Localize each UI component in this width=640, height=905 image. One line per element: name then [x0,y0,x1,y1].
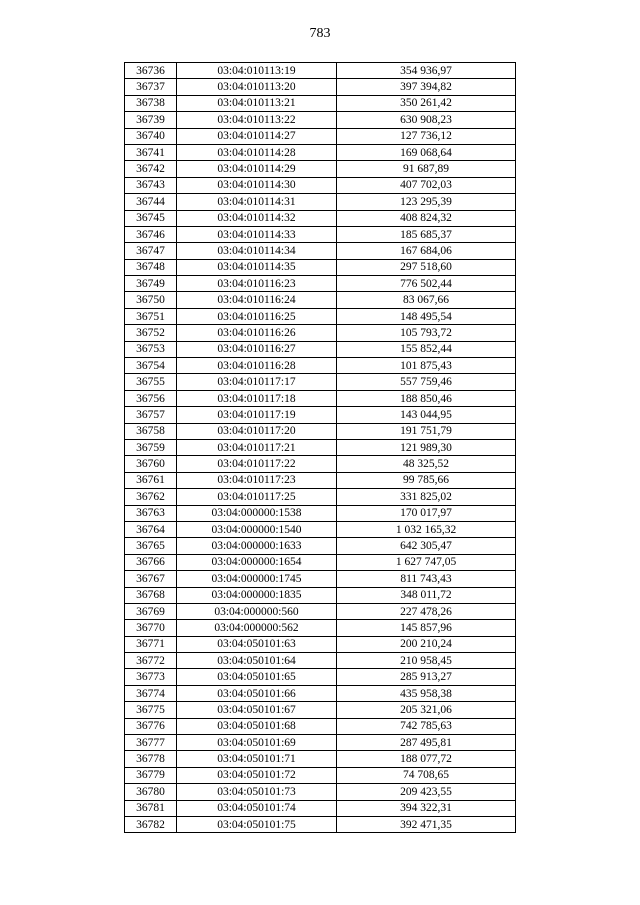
cadastral-number-cell: 03:04:010117:18 [177,390,337,406]
cadastral-number-cell: 03:04:010113:22 [177,112,337,128]
table-row [125,702,516,718]
table-row [125,341,516,357]
table-row [125,423,516,439]
cadastral-number-cell: 03:04:010114:33 [177,226,337,242]
value-cell: 185 685,37 [337,226,516,242]
row-number-cell: 36744 [125,194,177,210]
value-cell: 408 824,32 [337,210,516,226]
row-number-cell: 36747 [125,243,177,259]
value-cell: 285 913,27 [337,669,516,685]
value-cell: 101 875,43 [337,358,516,374]
table-row [125,112,516,128]
table-row [125,390,516,406]
cadastral-number-cell: 03:04:050101:66 [177,685,337,701]
cadastral-number-cell: 03:04:010113:20 [177,79,337,95]
row-number-cell: 36748 [125,259,177,275]
value-cell: 227 478,26 [337,603,516,619]
table-row [125,538,516,554]
value-cell: 331 825,02 [337,489,516,505]
table-row [125,521,516,537]
row-number-cell: 36754 [125,358,177,374]
cadastral-number-cell: 03:04:050101:64 [177,653,337,669]
row-number-cell: 36741 [125,144,177,160]
value-cell: 642 305,47 [337,538,516,554]
cadastral-number-cell: 03:04:010114:30 [177,177,337,193]
table-row [125,489,516,505]
cadastral-number-cell: 03:04:010117:17 [177,374,337,390]
value-cell: 170 017,97 [337,505,516,521]
row-number-cell: 36781 [125,800,177,816]
row-number-cell: 36746 [125,226,177,242]
table-row [125,816,516,832]
row-number-cell: 36751 [125,308,177,324]
value-cell: 99 785,66 [337,472,516,488]
row-number-cell: 36764 [125,521,177,537]
row-number-cell: 36777 [125,735,177,751]
cadastral-number-cell: 03:04:010114:28 [177,144,337,160]
cadastral-number-cell: 03:04:010114:31 [177,194,337,210]
cadastral-number-cell: 03:04:000000:1835 [177,587,337,603]
row-number-cell: 36772 [125,653,177,669]
table-row [125,603,516,619]
value-cell: 557 759,46 [337,374,516,390]
row-number-cell: 36736 [125,63,177,79]
cadastral-number-cell: 03:04:010116:25 [177,308,337,324]
table-row [125,177,516,193]
cadastral-number-cell: 03:04:010114:34 [177,243,337,259]
cadastral-number-cell: 03:04:010113:19 [177,63,337,79]
row-number-cell: 36749 [125,276,177,292]
value-cell: 48 325,52 [337,456,516,472]
table-row [125,128,516,144]
row-number-cell: 36739 [125,112,177,128]
table-row [125,554,516,570]
cadastral-number-cell: 03:04:050101:71 [177,751,337,767]
table-row [125,407,516,423]
value-cell: 287 495,81 [337,735,516,751]
row-number-cell: 36773 [125,669,177,685]
row-number-cell: 36758 [125,423,177,439]
value-cell: 167 684,06 [337,243,516,259]
row-number-cell: 36750 [125,292,177,308]
value-cell: 1 627 747,05 [337,554,516,570]
cadastral-number-cell: 03:04:010114:29 [177,161,337,177]
value-cell: 776 502,44 [337,276,516,292]
row-number-cell: 36767 [125,571,177,587]
table-row [125,587,516,603]
cadastral-number-cell: 03:04:050101:75 [177,816,337,832]
cadastral-number-cell: 03:04:000000:1654 [177,554,337,570]
row-number-cell: 36745 [125,210,177,226]
table-row [125,308,516,324]
cadastral-number-cell: 03:04:050101:68 [177,718,337,734]
cadastral-number-cell: 03:04:010116:26 [177,325,337,341]
cadastral-number-cell: 03:04:000000:560 [177,603,337,619]
cadastral-number-cell: 03:04:010116:28 [177,358,337,374]
table-row [125,161,516,177]
value-cell: 121 989,30 [337,439,516,455]
table-row [125,210,516,226]
table-row [125,472,516,488]
row-number-cell: 36780 [125,784,177,800]
row-number-cell: 36768 [125,587,177,603]
cadastral-number-cell: 03:04:010114:32 [177,210,337,226]
value-cell: 742 785,63 [337,718,516,734]
cadastral-number-cell: 03:04:010117:19 [177,407,337,423]
table-row [125,718,516,734]
value-cell: 105 793,72 [337,325,516,341]
table-row [125,456,516,472]
row-number-cell: 36775 [125,702,177,718]
value-cell: 350 261,42 [337,95,516,111]
cadastral-number-cell: 03:04:010114:27 [177,128,337,144]
value-cell: 91 687,89 [337,161,516,177]
row-number-cell: 36782 [125,816,177,832]
table-row [125,669,516,685]
table-row [125,685,516,701]
row-number-cell: 36779 [125,767,177,783]
cadastral-number-cell: 03:04:010117:22 [177,456,337,472]
row-number-cell: 36776 [125,718,177,734]
value-cell: 392 471,35 [337,816,516,832]
value-cell: 435 958,38 [337,685,516,701]
row-number-cell: 36763 [125,505,177,521]
cadastral-number-cell: 03:04:010113:21 [177,95,337,111]
table-row [125,439,516,455]
value-cell: 155 852,44 [337,341,516,357]
cadastral-number-cell: 03:04:050101:69 [177,735,337,751]
value-cell: 200 210,24 [337,636,516,652]
cadastral-number-cell: 03:04:010116:27 [177,341,337,357]
cadastral-number-cell: 03:04:050101:72 [177,767,337,783]
table-row [125,620,516,636]
cadastral-number-cell: 03:04:010117:25 [177,489,337,505]
row-number-cell: 36753 [125,341,177,357]
table-row [125,571,516,587]
table-row [125,95,516,111]
table-row [125,292,516,308]
value-cell: 348 011,72 [337,587,516,603]
value-cell: 354 936,97 [337,63,516,79]
cadastral-number-cell: 03:04:000000:562 [177,620,337,636]
row-number-cell: 36770 [125,620,177,636]
cadastral-number-cell: 03:04:010116:23 [177,276,337,292]
value-cell: 397 394,82 [337,79,516,95]
row-number-cell: 36742 [125,161,177,177]
cadastral-number-cell: 03:04:000000:1540 [177,521,337,537]
table-row [125,194,516,210]
value-cell: 145 857,96 [337,620,516,636]
row-number-cell: 36778 [125,751,177,767]
row-number-cell: 36740 [125,128,177,144]
table-row [125,505,516,521]
page-number: 783 [309,26,331,41]
cadastral-number-cell: 03:04:010117:20 [177,423,337,439]
row-number-cell: 36738 [125,95,177,111]
table-row [125,374,516,390]
cadastral-number-cell: 03:04:010116:24 [177,292,337,308]
value-cell: 169 068,64 [337,144,516,160]
table-row [125,751,516,767]
value-cell: 394 322,31 [337,800,516,816]
value-cell: 74 708,65 [337,767,516,783]
table-row [125,276,516,292]
cadastral-number-cell: 03:04:000000:1633 [177,538,337,554]
value-cell: 209 423,55 [337,784,516,800]
row-number-cell: 36743 [125,177,177,193]
table-row [125,243,516,259]
row-number-cell: 36752 [125,325,177,341]
row-number-cell: 36769 [125,603,177,619]
cadastral-number-cell: 03:04:050101:63 [177,636,337,652]
cadastral-number-cell: 03:04:000000:1538 [177,505,337,521]
row-number-cell: 36759 [125,439,177,455]
row-number-cell: 36757 [125,407,177,423]
value-cell: 127 736,12 [337,128,516,144]
table-row [125,226,516,242]
cadastral-number-cell: 03:04:050101:74 [177,800,337,816]
cadastral-number-cell: 03:04:050101:65 [177,669,337,685]
value-cell: 205 321,06 [337,702,516,718]
row-number-cell: 36765 [125,538,177,554]
value-cell: 811 743,43 [337,571,516,587]
table-body [125,63,516,833]
table-row [125,144,516,160]
value-cell: 143 044,95 [337,407,516,423]
table-row [125,636,516,652]
table-row [125,259,516,275]
table-row [125,79,516,95]
table-row [125,325,516,341]
value-cell: 630 908,23 [337,112,516,128]
table-row [125,767,516,783]
table-row [125,784,516,800]
value-cell: 210 958,45 [337,653,516,669]
value-cell: 123 295,39 [337,194,516,210]
table-row [125,735,516,751]
cadastral-value-table [124,62,516,833]
cadastral-number-cell: 03:04:050101:73 [177,784,337,800]
cadastral-number-cell: 03:04:000000:1745 [177,571,337,587]
value-cell: 297 518,60 [337,259,516,275]
row-number-cell: 36756 [125,390,177,406]
row-number-cell: 36737 [125,79,177,95]
row-number-cell: 36771 [125,636,177,652]
cadastral-number-cell: 03:04:010117:21 [177,439,337,455]
row-number-cell: 36762 [125,489,177,505]
value-cell: 188 850,46 [337,390,516,406]
cadastral-number-cell: 03:04:050101:67 [177,702,337,718]
value-cell: 83 067,66 [337,292,516,308]
cadastral-number-cell: 03:04:010114:35 [177,259,337,275]
table-row [125,358,516,374]
value-cell: 1 032 165,32 [337,521,516,537]
value-cell: 407 702,03 [337,177,516,193]
row-number-cell: 36755 [125,374,177,390]
row-number-cell: 36766 [125,554,177,570]
row-number-cell: 36761 [125,472,177,488]
value-cell: 148 495,54 [337,308,516,324]
table-row [125,800,516,816]
row-number-cell: 36774 [125,685,177,701]
table-row [125,63,516,79]
table-row [125,653,516,669]
row-number-cell: 36760 [125,456,177,472]
cadastral-number-cell: 03:04:010117:23 [177,472,337,488]
value-cell: 191 751,79 [337,423,516,439]
value-cell: 188 077,72 [337,751,516,767]
